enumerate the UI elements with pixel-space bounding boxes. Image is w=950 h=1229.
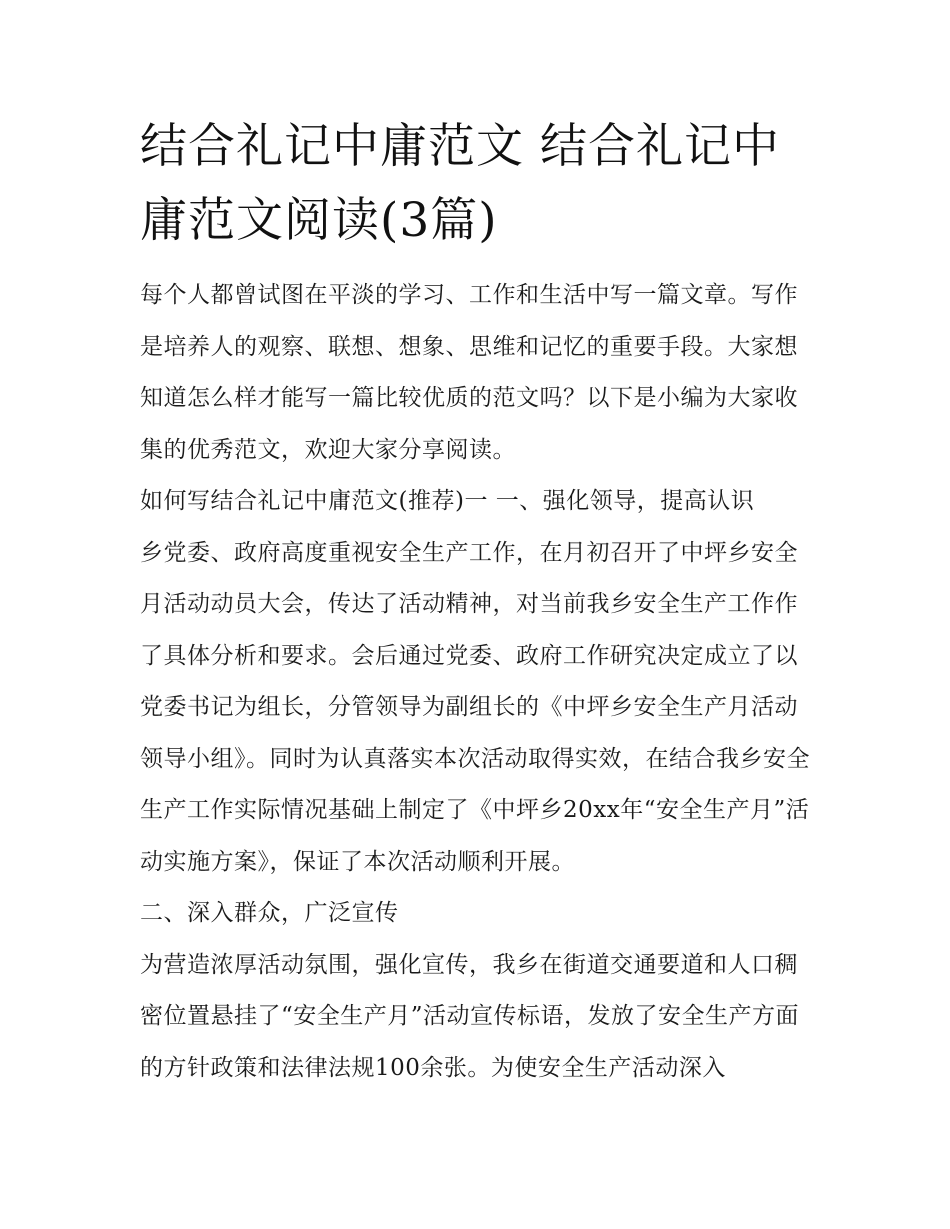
document-title: 结合礼记中庸范文 结合礼记中庸范文阅读(3篇) [140, 119, 780, 248]
document-body [140, 270, 820, 1094]
section-1-paragraph: 乡党委、政府高度重视安全生产工作，在月初召开了中坪乡安全月活动动员大会，传达了活动精神，对当前我乡安全生产工作作了具体分析和要求。会后通过党委、政府工作研究决定成立了以党委书记为组长，分管领导为副组长的《中坪乡安全生产月活动领导小组》。同时为认真落实本次活动取得实效，在结合我乡安全生产工作实际情况基础上制定了《中坪乡20xx年“安全生产月”活动实施方案》，保证了本次活动顺利开展。 [140, 539, 810, 875]
section-heading-1: 如何写结合礼记中庸范文(推荐)一 一、强化领导，提高认识 [140, 488, 755, 514]
document-page [140, 110, 820, 1094]
section-heading-2: 二、深入群众，广泛宣传 [140, 900, 399, 926]
intro-paragraph: 每个人都曾试图在平淡的学习、工作和生活中写一篇文章。写作是培养人的观察、联想、想象、思维和记忆的重要手段。大家想知道怎么样才能写一篇比较优质的范文吗？以下是小编为大家收集的优秀范文，欢迎大家分享阅读。 [140, 282, 798, 463]
section-2-paragraph: 为营造浓厚活动氛围，强化宣传，我乡在街道交通要道和人口稠密位置悬挂了“安全生产月”活动宣传标语，发放了安全生产方面的方针政策和法律法规100余张。为使安全生产活动深入 [140, 951, 800, 1081]
